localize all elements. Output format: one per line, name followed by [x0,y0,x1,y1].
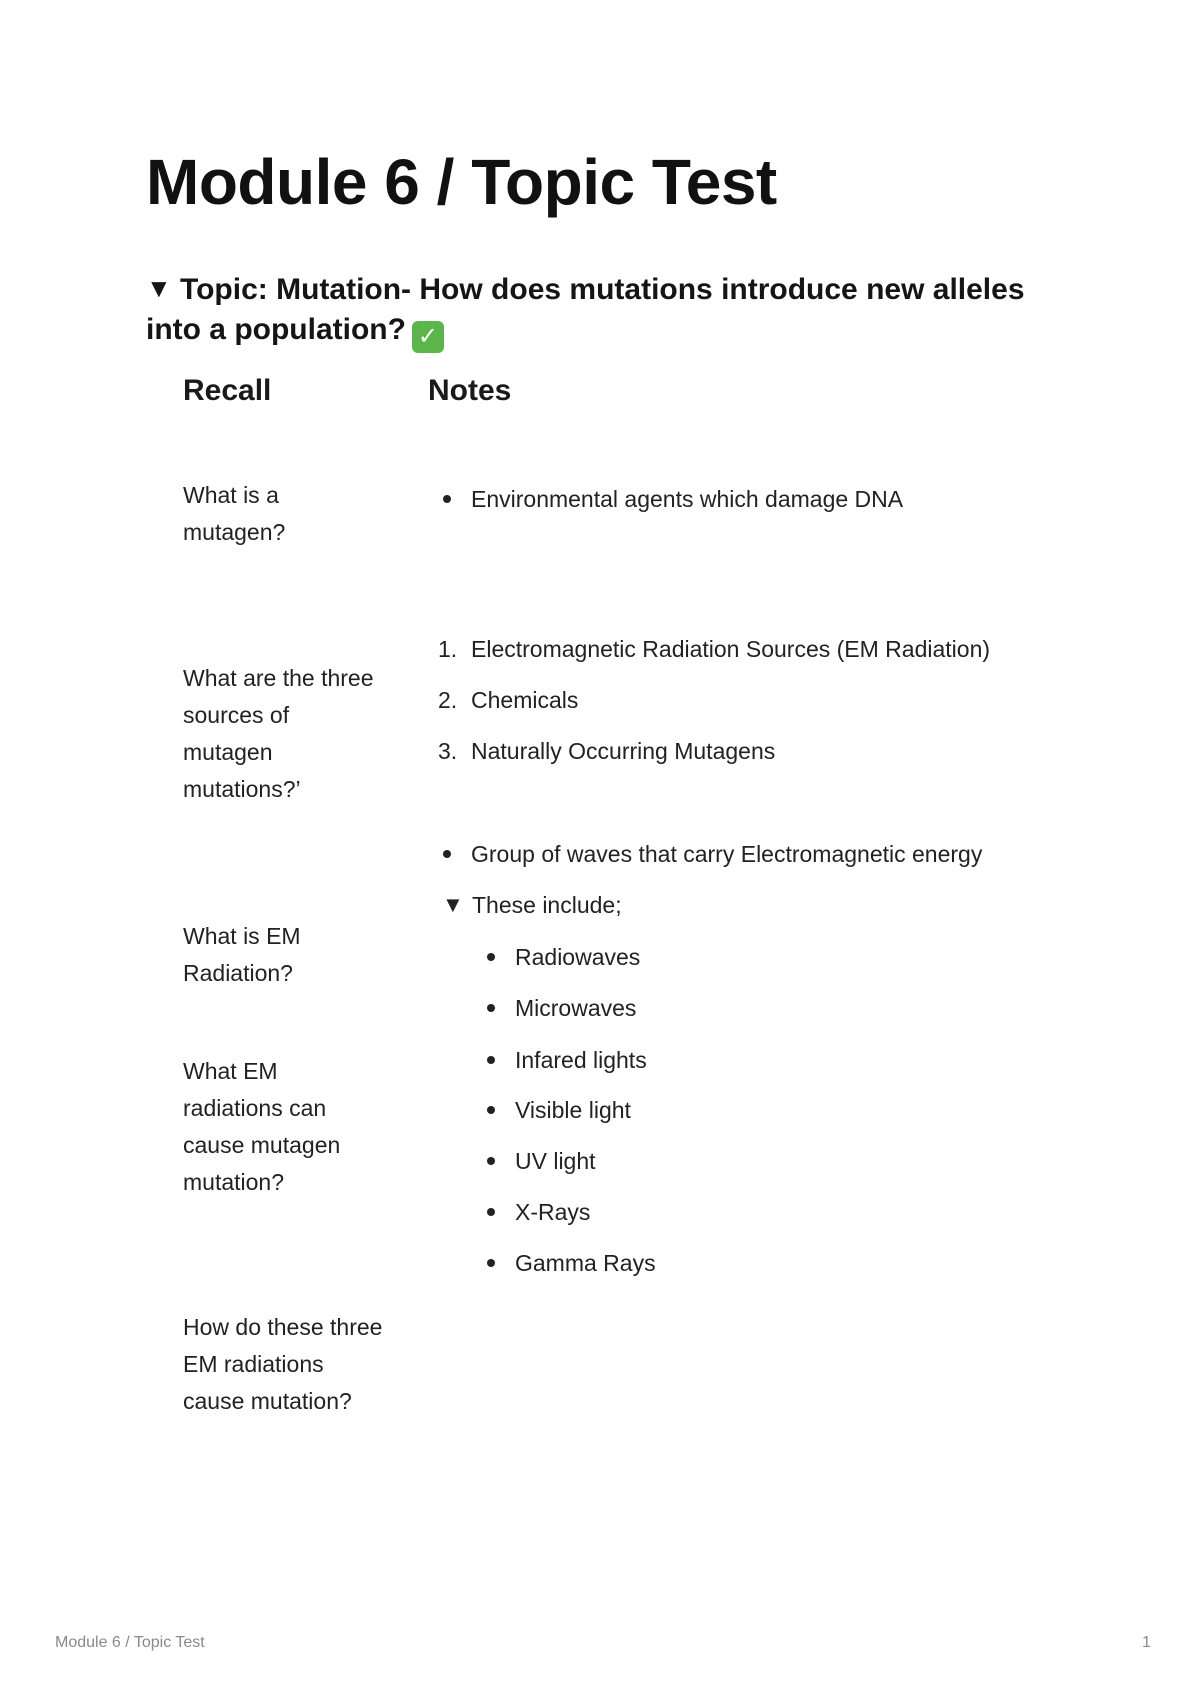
em-type-item: Gamma Rays [515,1250,656,1276]
page-number: 1 [1142,1634,1151,1651]
bullet-icon [443,495,451,503]
bullet-icon [487,1259,495,1267]
recall-question: What is a mutagen? [183,482,286,545]
toggle-arrow-icon[interactable]: ▼ [442,892,464,917]
list-item: Chemicals [471,687,579,713]
footer-title: Module 6 / Topic Test [55,1634,205,1651]
recall-question: How do these three EM radiations cause mutation? [183,1314,383,1414]
bullet-icon [443,850,451,858]
em-type-item: X-Rays [515,1199,591,1225]
these-include-toggle[interactable]: These include; [472,892,622,918]
list-number: 1. [438,636,458,662]
em-type-item: Infared lights [515,1047,647,1073]
list-number: 3. [438,738,458,764]
bullet-icon [487,1157,495,1165]
recall-column-header: Recall [183,374,272,407]
note-em-definition: Group of waves that carry Electromagnetic energy [471,841,983,867]
list-item: Naturally Occurring Mutagens [471,738,776,764]
topic-heading-text: Topic: Mutation- How does mutations introduce new alleles into a population? [146,273,1025,346]
em-type-item: Radiowaves [515,944,641,970]
recall-question: What is EM Radiation? [183,923,301,986]
bullet-icon [487,1056,495,1064]
page-title: Module 6 / Topic Test [146,146,777,218]
bullet-icon [487,1208,495,1216]
check-mark-icon: ✓ [412,321,444,353]
em-type-item: UV light [515,1148,596,1174]
list-item: Electromagnetic Radiation Sources (EM Radiation) [471,636,991,662]
bullet-icon [487,953,495,961]
bullet-icon [487,1106,495,1114]
toggle-arrow-icon[interactable]: ▼ [146,273,172,303]
em-type-item: Microwaves [515,995,637,1021]
recall-question: What are the three sources of mutagen mutations?’ [183,665,374,802]
bullet-icon [487,1004,495,1012]
em-type-item: Visible light [515,1097,631,1123]
note-mutagen-definition: Environmental agents which damage DNA [471,486,904,512]
topic-toggle-heading[interactable] [146,268,1076,353]
list-number: 2. [438,687,458,713]
notes-column-header: Notes [428,374,512,407]
recall-question: What EM radiations can cause mutagen mutation? [183,1058,341,1195]
